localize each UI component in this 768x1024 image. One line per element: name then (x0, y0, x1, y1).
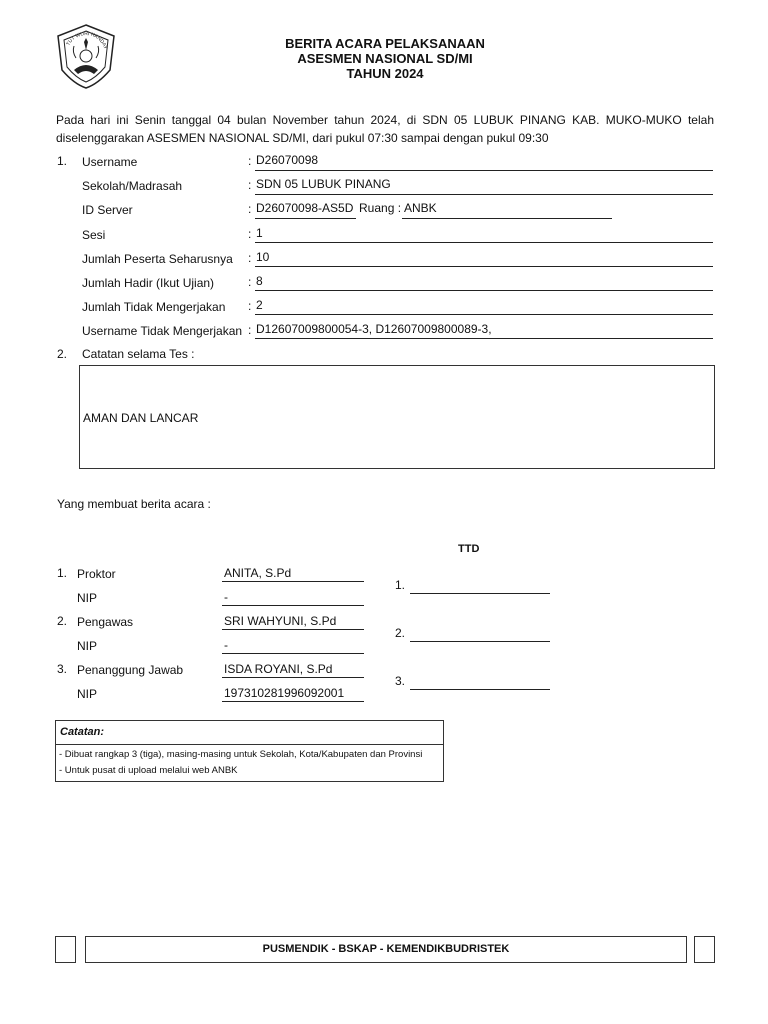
title-line-1: BERITA ACARA PELAKSANAAN (285, 36, 485, 51)
colon: : (248, 154, 252, 168)
signer-3-number: 3. (57, 662, 68, 676)
title-line-2: ASESMEN NASIONAL SD/MI (297, 51, 473, 66)
value-jumlah-tidak-mengerjakan: 2 (256, 298, 263, 312)
signer-2-name: SRI WAHYUNI, S.Pd (224, 614, 337, 628)
colon: : (248, 202, 252, 216)
value-sesi: 1 (256, 226, 263, 240)
signer-3-role: Penanggung Jawab (77, 663, 184, 677)
underline (255, 338, 713, 339)
label-username: Username (82, 155, 138, 169)
footer-right-box (694, 936, 715, 963)
signature-line-1 (410, 593, 550, 594)
underline (222, 701, 364, 702)
signature-line-3 (410, 689, 550, 690)
notes-box (55, 720, 444, 782)
underline (255, 290, 713, 291)
ttd-2-number: 2. (395, 626, 406, 640)
notes-line-1: - Dibuat rangkap 3 (tiga), masing-masing untuk Sekolah, Kota/Kabupaten dan Provinsi (59, 749, 423, 760)
underline (255, 194, 713, 195)
title-line-3: TAHUN 2024 (346, 66, 424, 81)
signer-2-number: 2. (57, 614, 68, 628)
underline (222, 629, 364, 630)
underline (255, 170, 713, 171)
catatan-tes-box (79, 365, 715, 469)
underline (222, 605, 364, 606)
footer-left-box (55, 936, 76, 963)
value-id-server: D26070098-AS5D (256, 201, 354, 215)
signer-3-nip: 197310281996092001 (224, 686, 345, 700)
svg-text:TUT WURI HANDAYANI: TUT WURI HANDAY (65, 31, 109, 50)
catatan-tes-text: AMAN DAN LANCAR (83, 411, 199, 425)
signer-1-role: Proktor (77, 567, 116, 581)
tut-wuri-handayani-logo (54, 22, 118, 90)
signer-2-role: Pengawas (77, 615, 134, 629)
underline (222, 653, 364, 654)
underline (222, 581, 364, 582)
underline (255, 314, 713, 315)
intro-line-1: Pada hari ini Senin tanggal 04 bulan November tahun 2024, di SDN 05 LUBUK PINANG KAB. MUKO-MUKO telah (56, 113, 714, 127)
underline (255, 242, 713, 243)
signer-1-name: ANITA, S.Pd (224, 566, 292, 580)
signer-2-nip-label: NIP (77, 639, 98, 653)
ttd-3-number: 3. (395, 674, 406, 688)
label-sekolah: Sekolah/Madrasah (82, 179, 183, 193)
label-id-server: ID Server (82, 203, 133, 217)
underline (255, 218, 356, 219)
label-jumlah-tidak-mengerjakan: Jumlah Tidak Mengerjakan (82, 300, 226, 314)
value-username: D26070098 (256, 153, 319, 167)
section-1-number: 1. (57, 154, 68, 168)
colon: : (248, 251, 252, 265)
ttd-1-number: 1. (395, 578, 406, 592)
signer-3-name: ISDA ROYANI, S.Pd (224, 662, 333, 676)
label-sesi: Sesi (82, 228, 106, 242)
underline (255, 266, 713, 267)
notes-heading: Catatan: (56, 721, 443, 745)
label-username-tidak-mengerjakan: Username Tidak Mengerjakan (82, 324, 243, 338)
signer-1-nip: - (224, 590, 228, 604)
footer-text: PUSMENDIK - BSKAP - KEMENDIKBUDRISTEK (85, 936, 687, 963)
signer-3-nip-label: NIP (77, 687, 98, 701)
section-2-number: 2. (57, 347, 68, 361)
colon: : (248, 275, 252, 289)
colon: : (248, 299, 252, 313)
intro-line-2: diselenggarakan ASESMEN NASIONAL SD/MI, dari pukul 07:30 sampai dengan pukul 09:30 (56, 131, 549, 145)
label-jumlah-hadir: Jumlah Hadir (Ikut Ujian) (82, 276, 215, 290)
value-jumlah-hadir: 8 (256, 274, 263, 288)
colon: : (248, 227, 252, 241)
label-ruang: Ruang : (359, 201, 402, 215)
signer-1-number: 1. (57, 566, 68, 580)
value-ruang: ANBK (404, 201, 437, 215)
ttd-label: TTD (458, 543, 480, 555)
signer-2-nip: - (224, 638, 228, 652)
value-username-tidak-mengerjakan: D12607009800054-3, D12607009800089-3, (256, 322, 492, 336)
label-jumlah-peserta: Jumlah Peserta Seharusnya (82, 252, 233, 266)
signers-intro: Yang membuat berita acara : (57, 497, 211, 511)
catatan-tes-label: Catatan selama Tes : (82, 347, 195, 361)
value-sekolah: SDN 05 LUBUK PINANG (256, 177, 391, 191)
value-jumlah-peserta: 10 (256, 250, 270, 264)
colon: : (248, 323, 252, 337)
signature-line-2 (410, 641, 550, 642)
underline (402, 218, 612, 219)
notes-line-2: - Untuk pusat di upload melalui web ANBK (59, 765, 238, 776)
signer-1-nip-label: NIP (77, 591, 98, 605)
underline (222, 677, 364, 678)
colon: : (248, 178, 252, 192)
